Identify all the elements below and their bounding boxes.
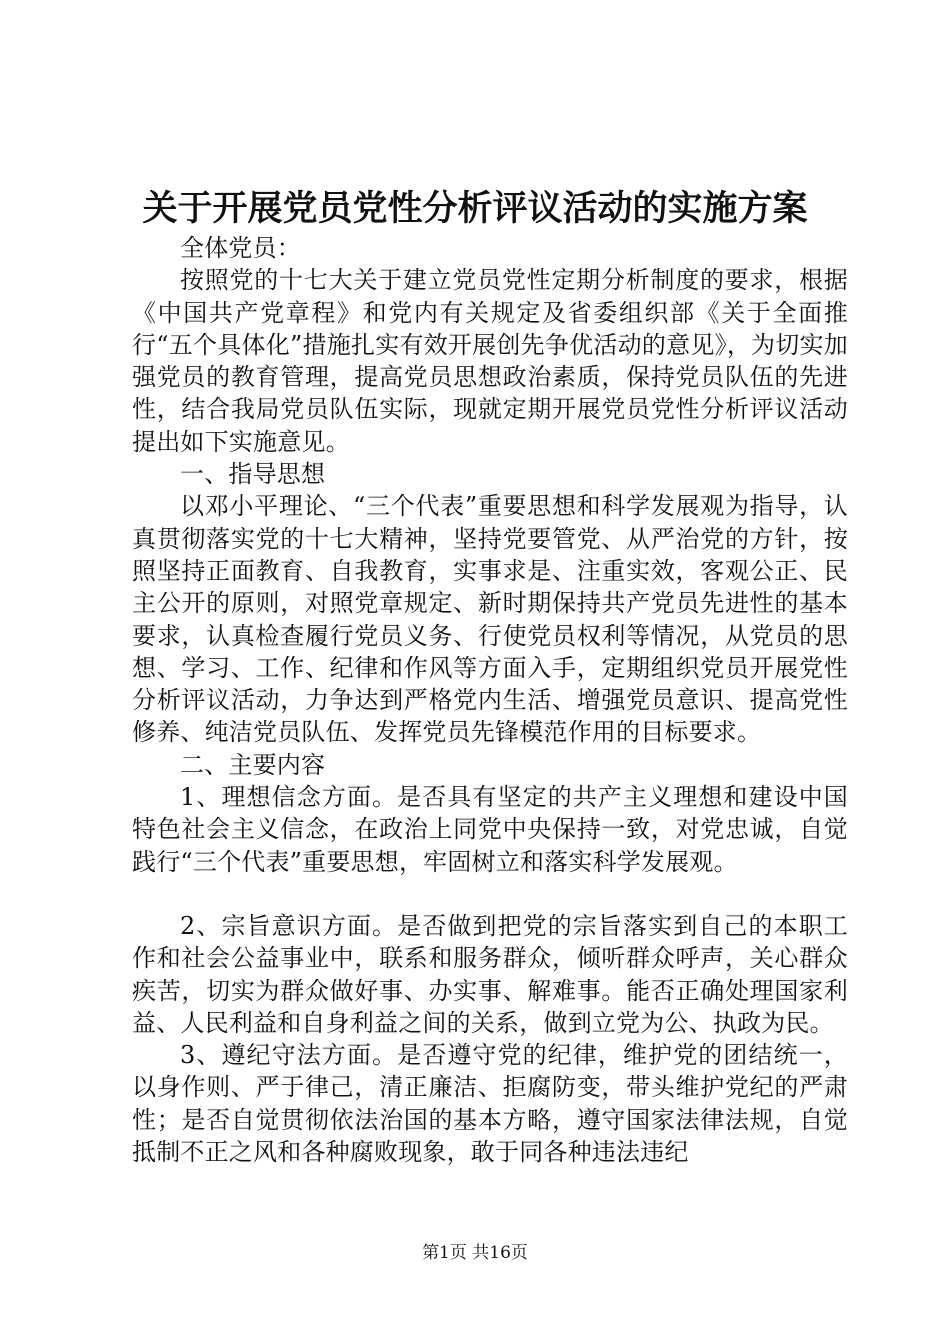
document-title: 关于开展党员党性分析评议活动的实施方案 bbox=[142, 188, 808, 229]
document-body bbox=[132, 232, 848, 1168]
salutation: 全体党员： bbox=[180, 234, 301, 262]
item-2-paragraph: 2、宗旨意识方面。是否做到把党的宗旨落实到自己的本职工作和社会公益事业中，联系和服务群众，倾听群众呼声，关心群众疾苦，切实为群众做好事、办实事、解难事。能否正确处理国家利益、人民利益和自身利益之间的关系，做到立党为公、执政为民。 bbox=[132, 911, 848, 1037]
section-heading-guiding-thought: 一、指导思想 bbox=[180, 460, 326, 489]
intro-paragraph: 按照党的十七大关于建立党员党性定期分析制度的要求，根据《中国共产党章程》和党内有关规定及省委组织部《关于全面推行“五个具体化”措施扎实有效开展创先争优活动的意见》，为切实加强党员的教育管理，提高党员思想政治素质，保持党员队伍的先进性，结合我局党员队伍实际，现就定期开展党员党性分析评议活动提出如下实施意见。 bbox=[132, 266, 848, 456]
guiding-thought-paragraph: 以邓小平理论、“三个代表”重要思想和科学发展观为指导，认真贯彻落实党的十七大精神，坚持党要管党、从严治党的方针，按照坚持正面教育、自我教育，实事求是、注重实效，客观公正、民主公开的原则，对照党章规定、新时期保持共产党员先进性的基本要求，认真检查履行党员义务、行使党员权利等情况，从党员的思想、学习、工作、纪律和作风等方面入手，定期组织党员开展党性分析评议活动，力争达到严格党内生活、增强党员意识、提高党性修养、纯洁党员队伍、发挥党员先锋模范作用的目标要求。 bbox=[132, 492, 848, 747]
item-1-paragraph: 1、理想信念方面。是否具有坚定的共产主义理想和建设中国特色社会主义信念，在政治上同党中央保持一致，对党忠诚，自觉践行“三个代表”重要思想，牢固树立和落实科学发展观。 bbox=[132, 783, 848, 876]
paragraph-gap bbox=[132, 878, 848, 910]
item-3-paragraph: 3、遵纪守法方面。是否遵守党的纪律，维护党的团结统一，以身作则、严于律己，清正廉洁、拒腐防变，带头维护党纪的严肃性；是否自觉贯彻依法治国的基本方略，遵守国家法律法规，自觉抵制不正之风和各种腐败现象，敢于同各种违法违纪 bbox=[132, 1041, 848, 1167]
page-number-footer: 第1页 共16页 bbox=[422, 1243, 528, 1263]
section-heading-main-content: 二、主要内容 bbox=[180, 750, 326, 779]
